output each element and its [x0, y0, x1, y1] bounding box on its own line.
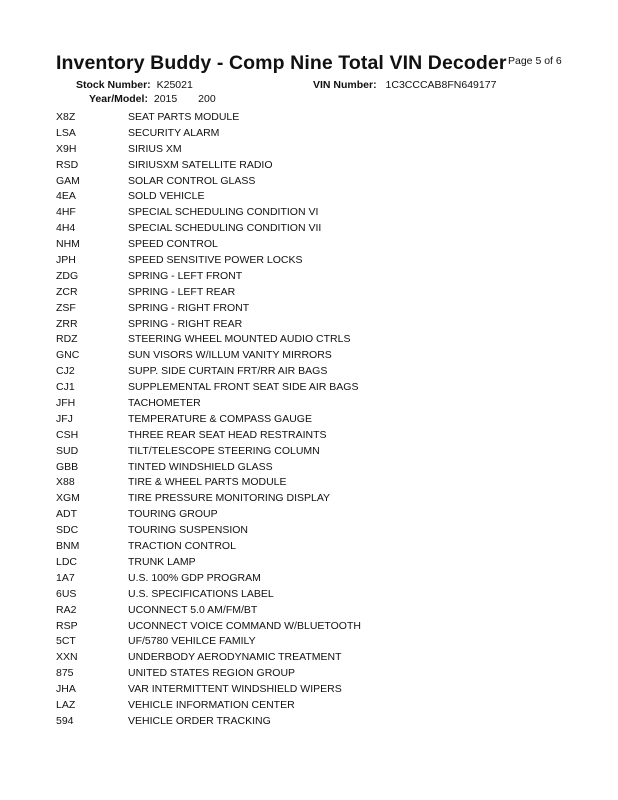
- stock-number-label: Stock Number:: [76, 79, 151, 91]
- page-number: Page 5 of 6: [508, 55, 562, 67]
- option-description: SPRING - LEFT FRONT: [128, 269, 243, 282]
- stock-number-value: K25021: [156, 79, 193, 91]
- option-row: [56, 396, 476, 412]
- option-row: [56, 555, 476, 571]
- option-description: TOURING SUSPENSION: [128, 524, 248, 537]
- option-row: [56, 205, 476, 221]
- option-description: UF/5780 VEHILCE FAMILY: [128, 635, 256, 648]
- option-description: SPRING - LEFT REAR: [128, 285, 236, 298]
- option-row: [56, 174, 476, 190]
- option-row: [56, 332, 476, 348]
- option-code: ADT: [56, 508, 77, 521]
- option-description: U.S. SPECIFICATIONS LABEL: [128, 587, 274, 600]
- option-row: [56, 428, 476, 444]
- option-code: SDC: [56, 524, 79, 537]
- option-description: UCONNECT VOICE COMMAND W/BLUETOOTH: [128, 619, 361, 632]
- option-row: [56, 571, 476, 587]
- option-code: 875: [56, 667, 74, 680]
- option-row: [56, 412, 476, 428]
- option-row: [56, 126, 476, 142]
- option-code: BNM: [56, 540, 80, 553]
- option-code: JFJ: [56, 412, 73, 425]
- option-row: [56, 714, 476, 730]
- option-description: TILT/TELESCOPE STEERING COLUMN: [128, 444, 320, 457]
- option-description: UNITED STATES REGION GROUP: [128, 667, 296, 680]
- option-row: [56, 189, 476, 205]
- option-code: JHA: [56, 683, 76, 696]
- vin-number-field: [313, 79, 496, 91]
- option-description: SUPP. SIDE CURTAIN FRT/RR AIR BAGS: [128, 365, 328, 378]
- option-description: STEERING WHEEL MOUNTED AUDIO CTRLS: [128, 333, 351, 346]
- option-code: X9H: [56, 142, 77, 155]
- option-row: [56, 317, 476, 333]
- year-model-field: [89, 93, 216, 105]
- stock-number-field: [76, 79, 193, 91]
- option-code: GBB: [56, 460, 79, 473]
- option-row: [56, 603, 476, 619]
- model-value: 200: [198, 93, 216, 105]
- option-code: GAM: [56, 174, 80, 187]
- option-description: SUN VISORS W/ILLUM VANITY MIRRORS: [128, 349, 332, 362]
- option-row: [56, 444, 476, 460]
- option-code: 4H4: [56, 222, 76, 235]
- option-description: TIRE & WHEEL PARTS MODULE: [128, 476, 287, 489]
- option-description: SECURITY ALARM: [128, 126, 220, 139]
- option-code: RSP: [56, 619, 78, 632]
- option-row: [56, 523, 476, 539]
- option-code: CJ2: [56, 365, 75, 378]
- option-row: [56, 253, 476, 269]
- option-description: UNDERBODY AERODYNAMIC TREATMENT: [128, 651, 342, 664]
- option-row: [56, 142, 476, 158]
- option-code: ZDG: [56, 269, 79, 282]
- option-description: SPECIAL SCHEDULING CONDITION VII: [128, 222, 322, 235]
- option-description: SPRING - RIGHT FRONT: [128, 301, 250, 314]
- option-code: XXN: [56, 651, 78, 664]
- option-description: TEMPERATURE & COMPASS GAUGE: [128, 412, 312, 425]
- option-description: U.S. 100% GDP PROGRAM: [128, 571, 261, 584]
- option-description: TRUNK LAMP: [128, 555, 196, 568]
- option-code: RDZ: [56, 333, 78, 346]
- option-description: TACHOMETER: [128, 397, 201, 410]
- option-description: TINTED WINDSHIELD GLASS: [128, 460, 273, 473]
- option-row: [56, 619, 476, 635]
- option-code: 6US: [56, 587, 77, 600]
- option-row: [56, 587, 476, 603]
- option-row: [56, 269, 476, 285]
- option-code: 1A7: [56, 571, 75, 584]
- option-row: [56, 158, 476, 174]
- option-row: [56, 237, 476, 253]
- option-description: SPECIAL SCHEDULING CONDITION VI: [128, 206, 319, 219]
- option-code: CSH: [56, 428, 79, 441]
- vin-number-label: VIN Number:: [313, 79, 377, 91]
- option-row: [56, 698, 476, 714]
- option-row: [56, 650, 476, 666]
- option-code: 594: [56, 714, 74, 727]
- option-code: LDC: [56, 555, 78, 568]
- option-code: X8Z: [56, 111, 76, 123]
- option-row: [56, 491, 476, 507]
- option-row: [56, 666, 476, 682]
- option-code: SUD: [56, 444, 79, 457]
- option-code: ZCR: [56, 285, 78, 298]
- option-description: SIRIUSXM SATELLITE RADIO: [128, 158, 273, 171]
- option-row: [56, 221, 476, 237]
- option-row: [56, 460, 476, 476]
- option-description: TRACTION CONTROL: [128, 540, 236, 553]
- option-code: NHM: [56, 238, 80, 251]
- option-code: LAZ: [56, 698, 76, 711]
- option-description: VEHICLE ORDER TRACKING: [128, 714, 271, 727]
- option-row: [56, 634, 476, 650]
- option-description: SPEED SENSITIVE POWER LOCKS: [128, 254, 303, 267]
- option-row: [56, 475, 476, 491]
- vin-number-value: 1C3CCCAB8FN649177: [385, 79, 497, 91]
- option-row: [56, 507, 476, 523]
- option-code: RSD: [56, 158, 79, 171]
- option-code: CJ1: [56, 381, 75, 394]
- year-model-label: Year/Model:: [89, 93, 148, 105]
- document-title: Inventory Buddy - Comp Nine Total VIN Decoder: [56, 52, 507, 74]
- option-description: SOLAR CONTROL GLASS: [128, 174, 256, 187]
- option-row: [56, 682, 476, 698]
- option-row: [56, 380, 476, 396]
- option-code: JFH: [56, 397, 76, 410]
- option-code: X88: [56, 476, 75, 489]
- option-row: [56, 364, 476, 380]
- option-description: SEAT PARTS MODULE: [128, 111, 240, 123]
- option-description: UCONNECT 5.0 AM/FM/BT: [128, 603, 258, 616]
- option-description: VAR INTERMITTENT WINDSHIELD WIPERS: [128, 683, 342, 696]
- option-description: SUPPLEMENTAL FRONT SEAT SIDE AIR BAGS: [128, 381, 359, 394]
- option-row: [56, 348, 476, 364]
- year-value: 2015: [153, 93, 178, 105]
- option-description: SPRING - RIGHT REAR: [128, 317, 243, 330]
- option-description: THREE REAR SEAT HEAD RESTRAINTS: [128, 428, 327, 441]
- option-code: 5CT: [56, 635, 76, 648]
- option-row: [56, 539, 476, 555]
- option-description: VEHICLE INFORMATION CENTER: [128, 698, 295, 711]
- option-code: 4HF: [56, 206, 76, 219]
- option-description: SPEED CONTROL: [128, 238, 218, 251]
- option-code: LSA: [56, 126, 76, 139]
- option-code: XGM: [56, 492, 80, 505]
- option-row: [56, 301, 476, 317]
- option-code: ZRR: [56, 317, 78, 330]
- option-description: SOLD VEHICLE: [128, 190, 205, 203]
- option-code: 4EA: [56, 190, 76, 203]
- option-code: RA2: [56, 603, 77, 616]
- option-description: TOURING GROUP: [128, 508, 218, 521]
- option-description: SIRIUS XM: [128, 142, 182, 155]
- option-code-list: [56, 110, 476, 730]
- option-row: [56, 110, 476, 126]
- option-row: [56, 285, 476, 301]
- option-description: TIRE PRESSURE MONITORING DISPLAY: [128, 492, 331, 505]
- option-code: GNC: [56, 349, 80, 362]
- option-code: ZSF: [56, 301, 76, 314]
- option-code: JPH: [56, 254, 76, 267]
